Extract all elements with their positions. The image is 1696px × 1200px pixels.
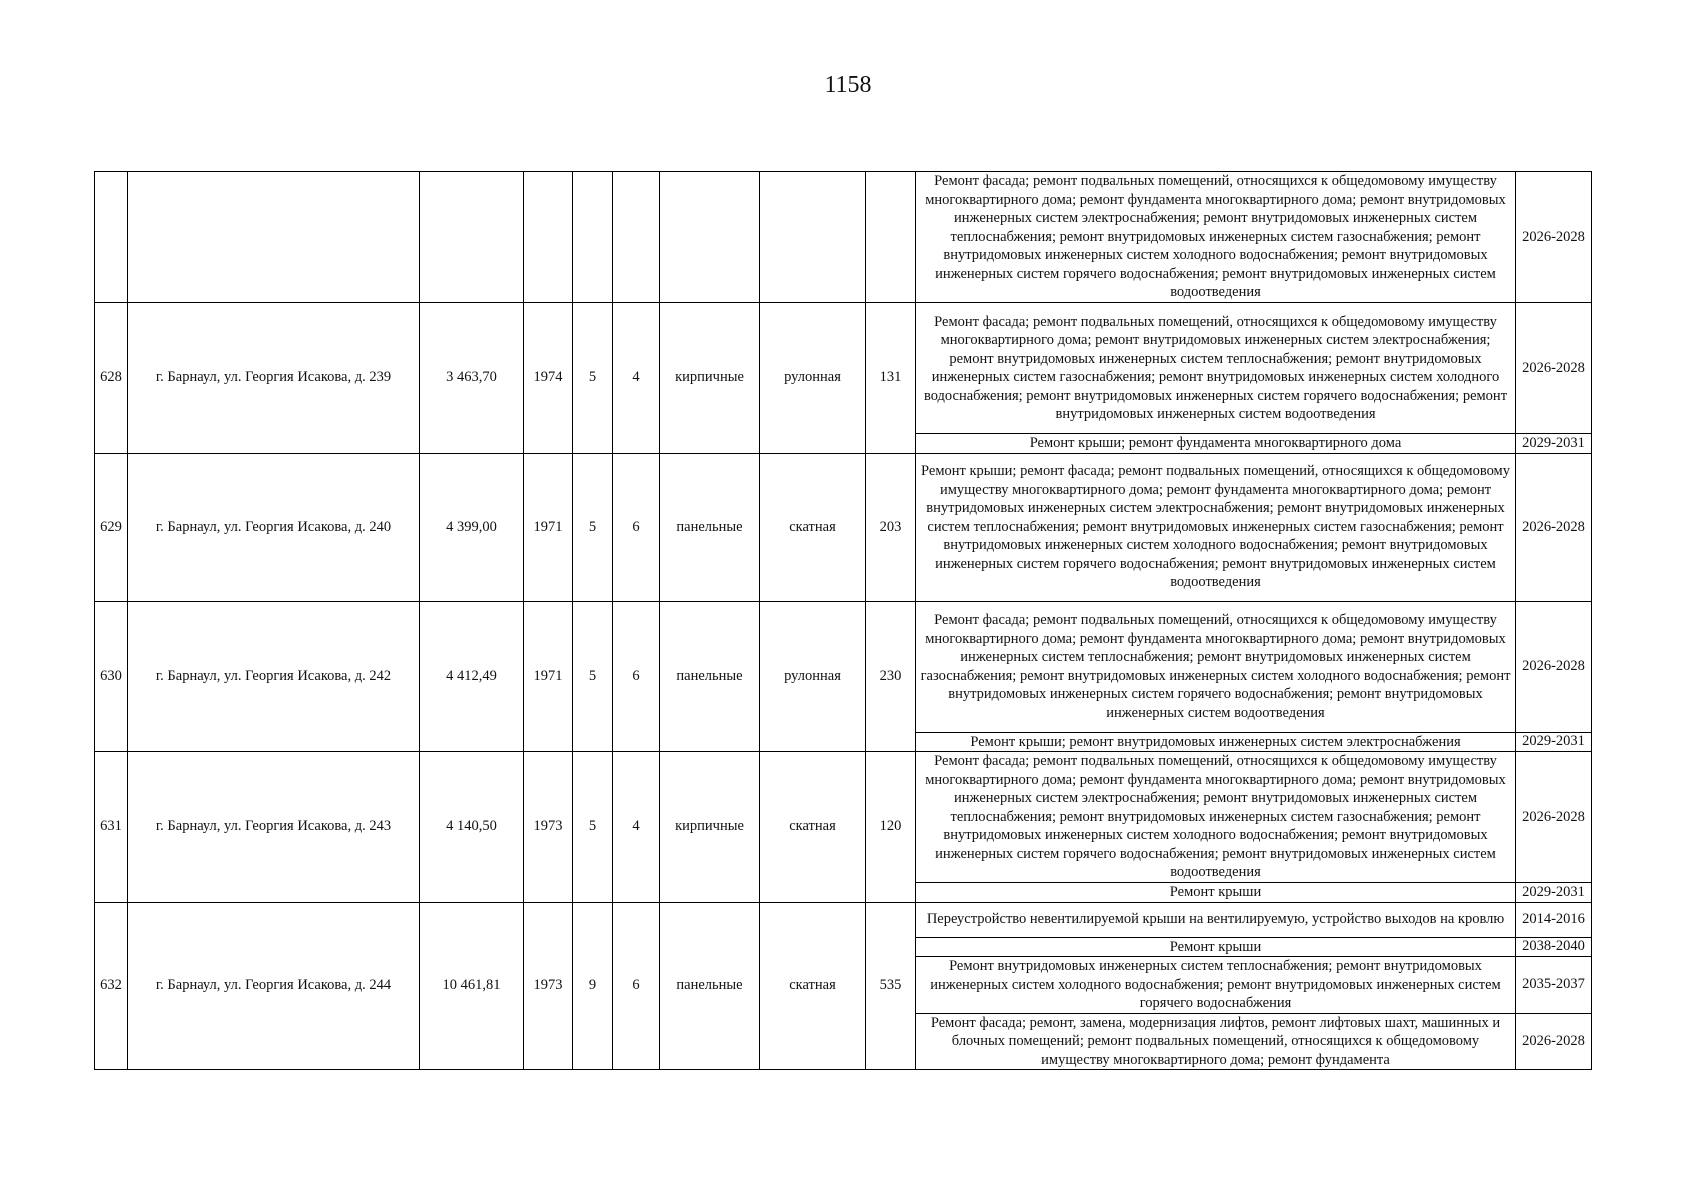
work-period: 2029-2031 [1516,434,1592,454]
roof-type [760,172,866,303]
build-year: 1971 [524,601,573,752]
house-area: 3 463,70 [420,303,524,454]
entrance-count: 4 [613,752,660,903]
floor-count: 5 [573,752,613,903]
resident-count: 230 [866,601,916,752]
entrance-count: 4 [613,303,660,454]
floor-count: 5 [573,601,613,752]
entrance-count: 6 [613,601,660,752]
work-description: Ремонт крыши; ремонт фасада; ремонт подвальных помещений, относящихся к общедомовому имуществу многоквартирного дома; ремонт фундамента многоквартирного дома; ремонт внутридомовых инженерных систем электроснабжения; ремонт внутридомовых инженерных систем теплоснабжения; ремонт внутридомовых инженерных систем газоснабжения; ремонт внутридомовых инженерных систем холодного водоснабжения; ремонт внутридомовых инженерных систем горячего водоснабжения; ремонт внутридомовых инженерных систем водоотведения [916,453,1516,601]
work-description: Ремонт фасада; ремонт подвальных помещений, относящихся к общедомовому имуществу многоквартирного дома; ремонт фундамента многоквартирного дома; ремонт внутридомовых инженерных систем теплоснабжения; ремонт внутридомовых инженерных систем газоснабжения; ремонт внутридомовых инженерных систем холодного водоснабжения; ремонт внутридомовых инженерных систем горячего водоснабжения; ремонт внутридомовых инженерных систем водоотведения [916,601,1516,732]
table-row [95,752,1592,883]
resident-count: 203 [866,453,916,601]
table-row [95,902,1592,937]
roof-type: скатная [760,752,866,903]
house-address: г. Барнаул, ул. Георгия Исакова, д. 243 [128,752,420,903]
house-area: 10 461,81 [420,902,524,1070]
floor-count: 5 [573,453,613,601]
work-period: 2026-2028 [1516,303,1592,434]
work-description: Ремонт фасада; ремонт подвальных помещений, относящихся к общедомовому имуществу многоквартирного дома; ремонт фундамента многоквартирного дома; ремонт внутридомовых инженерных систем электроснабжения; ремонт внутридомовых инженерных систем теплоснабжения; ремонт внутридомовых инженерных систем газоснабжения; ремонт внутридомовых инженерных систем холодного водоснабжения; ремонт внутридомовых инженерных систем горячего водоснабжения; ремонт внутридомовых инженерных систем водоотведения [916,752,1516,883]
floor-count [573,172,613,303]
work-period: 2029-2031 [1516,883,1592,903]
build-year: 1971 [524,453,573,601]
house-address: г. Барнаул, ул. Георгия Исакова, д. 240 [128,453,420,601]
table-row [95,172,1592,303]
house-area [420,172,524,303]
work-description: Ремонт крыши; ремонт внутридомовых инженерных систем электроснабжения [916,732,1516,752]
work-description: Ремонт внутридомовых инженерных систем теплоснабжения; ремонт внутридомовых инженерных систем холодного водоснабжения; ремонт внутридомовых инженерных систем горячего водоснабжения [916,957,1516,1014]
table-row [95,303,1592,434]
build-year: 1974 [524,303,573,454]
work-period: 2029-2031 [1516,732,1592,752]
work-period: 2026-2028 [1516,752,1592,883]
house-number: 628 [95,303,128,454]
entrance-count: 6 [613,453,660,601]
house-number: 632 [95,902,128,1070]
house-number: 630 [95,601,128,752]
work-period: 2026-2028 [1516,172,1592,303]
work-description: Ремонт фасада; ремонт подвальных помещений, относящихся к общедомовому имуществу многоквартирного дома; ремонт фундамента многоквартирного дома; ремонт внутридомовых инженерных систем электроснабжения; ремонт внутридомовых инженерных систем теплоснабжения; ремонт внутридомовых инженерных систем газоснабжения; ремонт внутридомовых инженерных систем холодного водоснабжения; ремонт внутридомовых инженерных систем горячего водоснабжения; ремонт внутридомовых инженерных систем водоотведения [916,172,1516,303]
house-address: г. Барнаул, ул. Георгия Исакова, д. 242 [128,601,420,752]
house-area: 4 399,00 [420,453,524,601]
house-number: 629 [95,453,128,601]
build-year: 1973 [524,902,573,1070]
entrance-count [613,172,660,303]
house-address: г. Барнаул, ул. Георгия Исакова, д. 244 [128,902,420,1070]
wall-material: панельные [660,902,760,1070]
work-period: 2014-2016 [1516,902,1592,937]
build-year [524,172,573,303]
work-period: 2026-2028 [1516,453,1592,601]
work-period: 2026-2028 [1516,601,1592,732]
work-description: Ремонт крыши [916,937,1516,957]
entrance-count: 6 [613,902,660,1070]
roof-type: скатная [760,453,866,601]
house-area: 4 140,50 [420,752,524,903]
house-address [128,172,420,303]
resident-count: 120 [866,752,916,903]
house-address: г. Барнаул, ул. Георгия Исакова, д. 239 [128,303,420,454]
floor-count: 5 [573,303,613,454]
roof-type: скатная [760,902,866,1070]
work-description: Ремонт фасада; ремонт подвальных помещений, относящихся к общедомовому имуществу многоквартирного дома; ремонт внутридомовых инженерных систем электроснабжения; ремонт внутридомовых инженерных систем теплоснабжения; ремонт внутридомовых инженерных систем газоснабжения; ремонт внутридомовых инженерных систем холодного водоснабжения; ремонт внутридомовых инженерных систем горячего водоснабжения; ремонт внутридомовых инженерных систем водоотведения [916,303,1516,434]
roof-type: рулонная [760,303,866,454]
work-period: 2038-2040 [1516,937,1592,957]
build-year: 1973 [524,752,573,903]
table-row [95,453,1592,601]
resident-count: 535 [866,902,916,1070]
wall-material: панельные [660,453,760,601]
wall-material: кирпичные [660,752,760,903]
table-row [95,601,1592,732]
work-description: Переустройство невентилируемой крыши на вентилируемую, устройство выходов на кровлю [916,902,1516,937]
resident-count: 131 [866,303,916,454]
work-period: 2035-2037 [1516,957,1592,1014]
roof-type: рулонная [760,601,866,752]
house-number [95,172,128,303]
resident-count [866,172,916,303]
wall-material: панельные [660,601,760,752]
housing-registry-table [94,171,1592,1070]
house-number: 631 [95,752,128,903]
work-period: 2026-2028 [1516,1013,1592,1070]
floor-count: 9 [573,902,613,1070]
wall-material [660,172,760,303]
house-area: 4 412,49 [420,601,524,752]
work-description: Ремонт фасада; ремонт, замена, модернизация лифтов, ремонт лифтовых шахт, машинных и блочных помещений; ремонт подвальных помещений, относящихся к общедомовому имуществу многоквартирного дома; ремонт фундамента [916,1013,1516,1070]
wall-material: кирпичные [660,303,760,454]
page-number: 1158 [824,72,872,98]
work-description: Ремонт крыши [916,883,1516,903]
work-description: Ремонт крыши; ремонт фундамента многоквартирного дома [916,434,1516,454]
